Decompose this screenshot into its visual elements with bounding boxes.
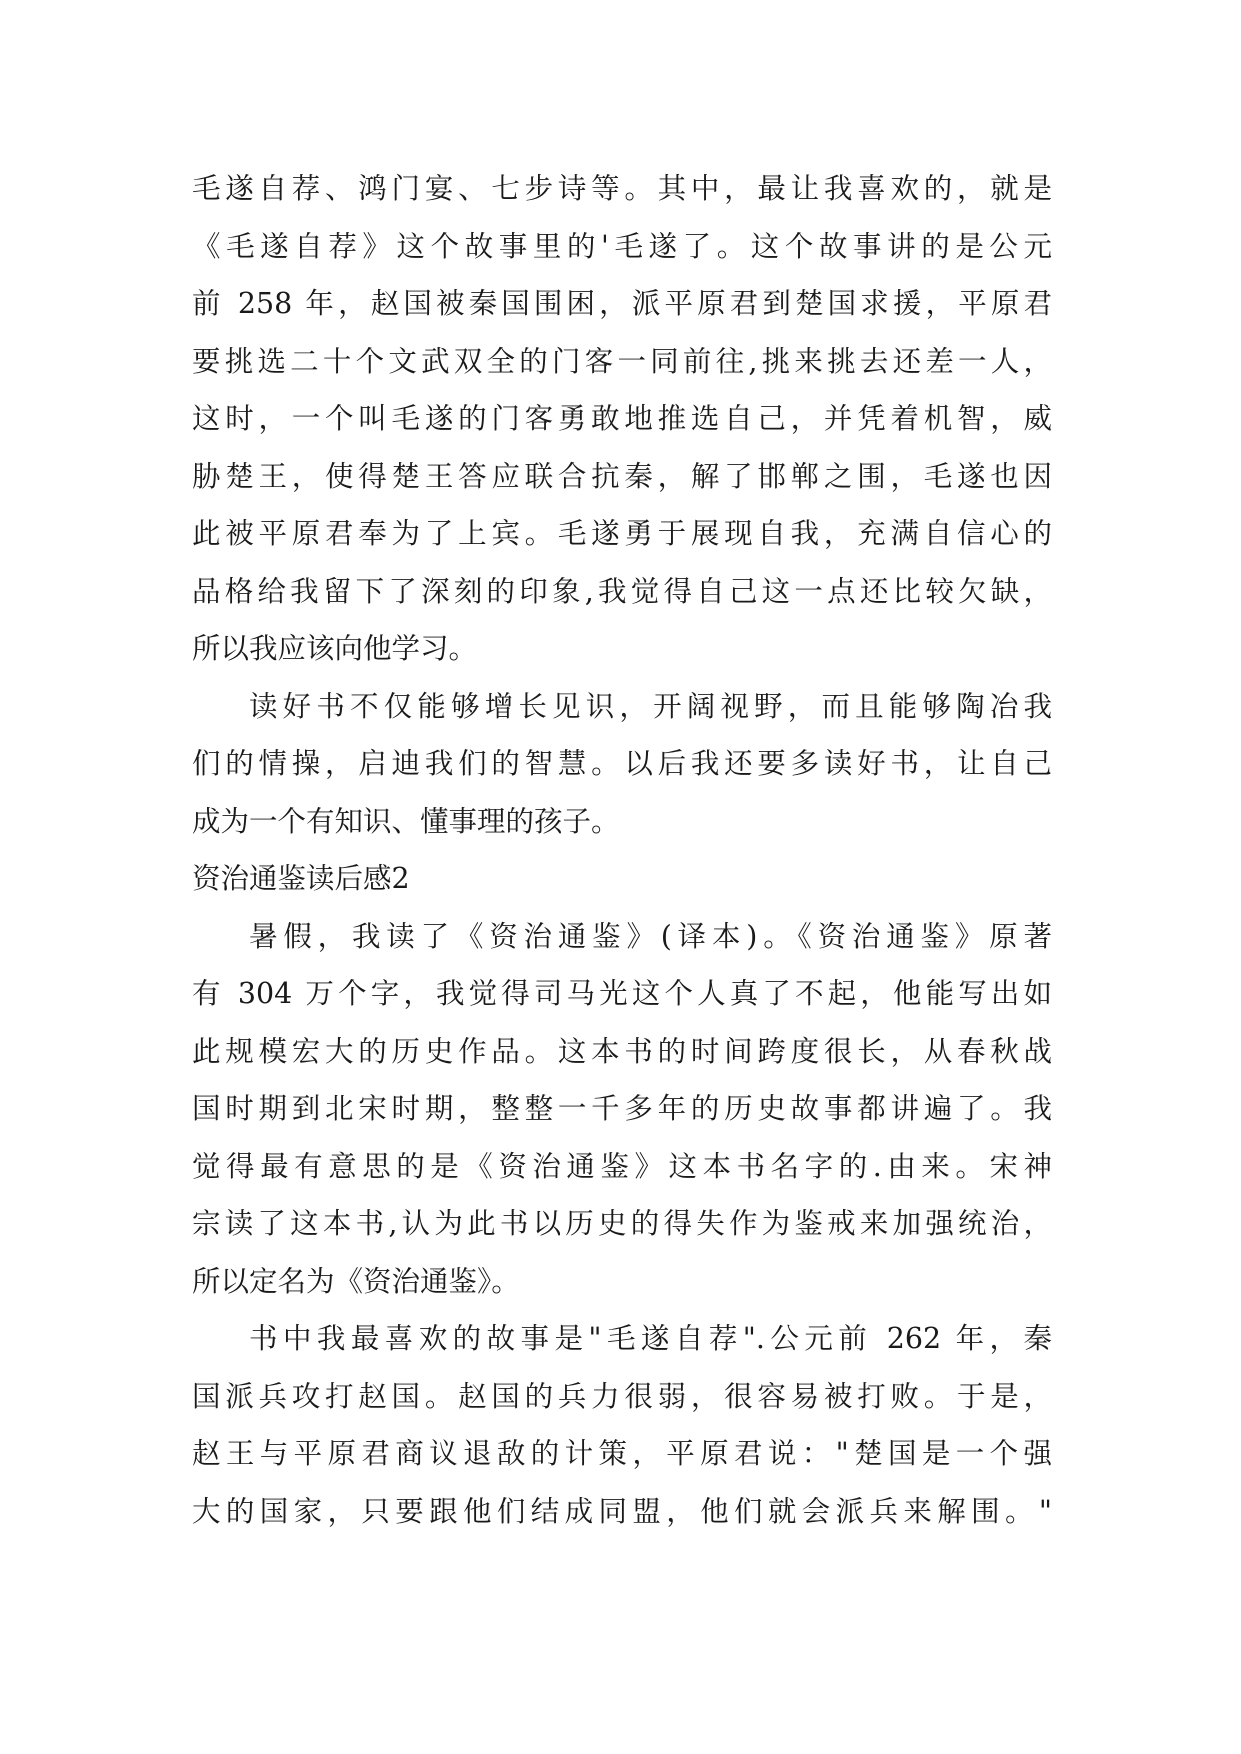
paragraph-line: 们的情操，启迪我们的智慧。以后我还要多读好书，让自己 bbox=[192, 747, 1052, 780]
paragraph-line: 赵王与平原君商议退敌的计策，平原君说："楚国是一个强 bbox=[192, 1437, 1052, 1470]
paragraph-line: 国时期到北宋时期，整整一千多年的历史故事都讲遍了。我 bbox=[192, 1092, 1052, 1125]
paragraph-line-last: 所以我应该向他学习。 bbox=[192, 632, 478, 665]
paragraph-line: 觉得最有意思的是《资治通鉴》这本书名字的.由来。宋神 bbox=[192, 1149, 1052, 1183]
paragraph-line: 要挑选二十个文武双全的门客一同前往,挑来挑去还差一人， bbox=[192, 344, 1052, 378]
paragraph-line-first: 暑假，我读了《资治通鉴》(译本)。《资治通鉴》原著 bbox=[249, 919, 1052, 953]
paragraph-line: 这时，一个叫毛遂的门客勇敢地推选自己，并凭着机智，威 bbox=[192, 402, 1052, 435]
paragraph-line: 品格给我留下了深刻的印象,我觉得自己这一点还比较欠缺， bbox=[192, 574, 1052, 608]
paragraph-line: 此被平原君奉为了上宾。毛遂勇于展现自我，充满自信心的 bbox=[192, 517, 1052, 550]
paragraph-line: 《毛遂自荐》这个故事里的'毛遂了。这个故事讲的是公元 bbox=[192, 229, 1052, 263]
paragraph-line: 胁楚王，使得楚王答应联合抗秦，解了邯郸之围，毛遂也因 bbox=[192, 459, 1052, 493]
paragraph-line: 前 258 年，赵国被秦国围困，派平原君到楚国求援，平原君 bbox=[192, 287, 1052, 320]
paragraph-line: 国派兵攻打赵国。赵国的兵力很弱，很容易被打败。于是， bbox=[192, 1379, 1052, 1413]
section-heading: 资治通鉴读后感2 bbox=[192, 862, 410, 895]
paragraph-line-first: 读好书不仅能够增长见识，开阔视野，而且能够陶冶我 bbox=[249, 689, 1052, 723]
document-body bbox=[192, 160, 1052, 1540]
paragraph-line-last: 所以定名为《资治通鉴》。 bbox=[192, 1264, 520, 1298]
paragraph-line: 此规模宏大的历史作品。这本书的时间跨度很长，从春秋战 bbox=[192, 1034, 1052, 1068]
paragraph-line: 宗读了这本书,认为此书以历史的得失作为鉴戒来加强统治， bbox=[192, 1207, 1052, 1240]
paragraph-line: 毛遂自荐、鸿门宴、七步诗等。其中，最让我喜欢的，就是 bbox=[192, 172, 1052, 205]
paragraph-line: 有 304 万个字，我觉得司马光这个人真了不起，他能写出如 bbox=[192, 977, 1052, 1010]
paragraph-line: 大的国家，只要跟他们结成同盟，他们就会派兵来解围。" bbox=[192, 1494, 1052, 1528]
paragraph-line-first: 书中我最喜欢的故事是"毛遂自荐".公元前 262 年，秦 bbox=[249, 1322, 1052, 1355]
paragraph-line-last: 成为一个有知识、懂事理的孩子。 bbox=[192, 804, 620, 838]
